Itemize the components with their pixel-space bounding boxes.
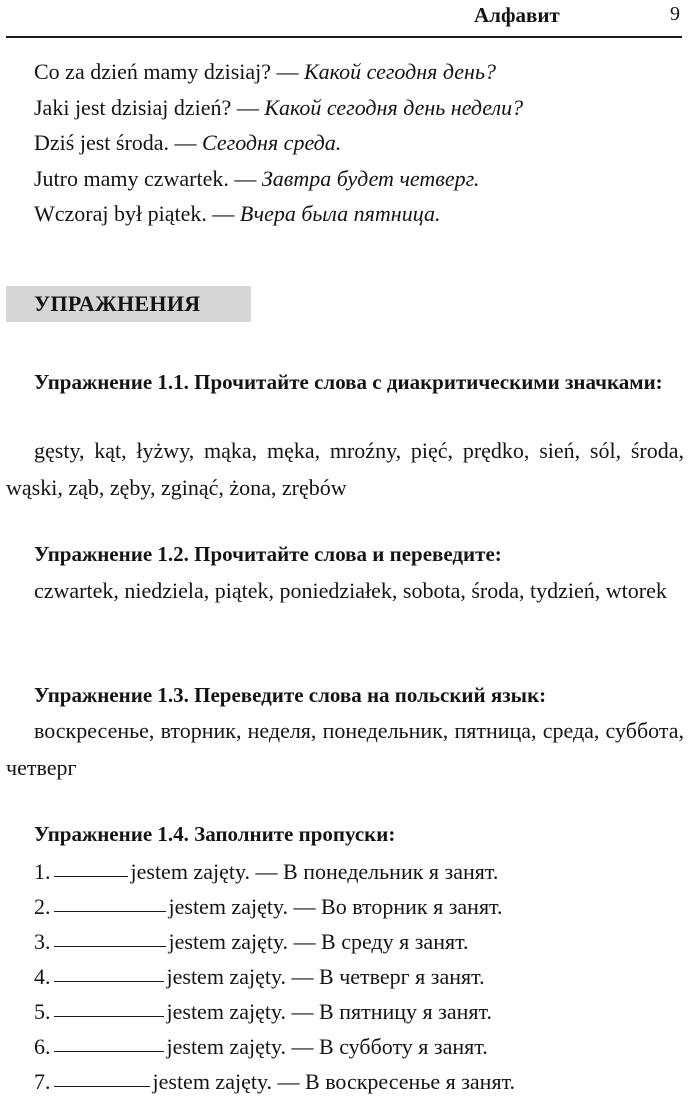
phrase-polish: Jutro mamy czwartek. — <box>34 165 262 191</box>
phrase-russian: Какой сегодня день недели? <box>264 94 524 120</box>
phrase-polish: Co za dzień mamy dzisiaj? — <box>34 59 305 84</box>
phrase-line <box>34 196 682 232</box>
item-text: jestem zajęty. — В пятницу я занят. <box>166 999 492 1024</box>
fill-in-item <box>34 924 682 959</box>
item-number: 5. <box>34 999 51 1024</box>
item-number: 1. <box>34 859 51 884</box>
item-text: jestem zajęty. — В четверг я занят. <box>166 964 485 989</box>
phrase-line <box>34 161 682 197</box>
fill-in-item <box>34 1064 682 1099</box>
item-text: jestem zajęty. — В среду я занят. <box>168 929 469 954</box>
item-text: jestem zajęty. — В субботу я занят. <box>166 1034 488 1059</box>
fill-in-item <box>34 1029 682 1064</box>
answer-blank <box>54 875 128 877</box>
page-number: 9 <box>670 3 680 25</box>
exercise-1-1-title: Упражнение 1.1. Прочитайте слова с диакритическими значками: <box>34 370 663 394</box>
item-number: 2. <box>34 894 51 919</box>
item-text: jestem zajęty. — Во вторник я занят. <box>168 894 503 919</box>
answer-blank <box>54 1085 150 1087</box>
phrase-polish: Dziś jest środa. — <box>34 130 203 155</box>
exercise-1-1-body: gęsty, kąt, łyżwy, mąka, męka, mroźny, pięć, prędko, sień, sól, środa, wąski, ząb, zęby, zginąć, żona, zrębów <box>6 438 684 500</box>
phrase-russian: Сегодня среда. <box>202 130 342 155</box>
item-number: 7. <box>34 1069 51 1094</box>
item-number: 6. <box>34 1034 51 1059</box>
phrase-russian: Вчера была пятница. <box>239 201 441 226</box>
answer-blank <box>54 945 166 947</box>
item-number: 4. <box>34 964 51 989</box>
phrase-list <box>34 54 682 232</box>
phrase-russian: Какой сегодня день? <box>304 59 496 84</box>
running-header <box>6 0 682 38</box>
phrase-russian: Завтра будет четверг. <box>261 165 480 191</box>
item-text: jestem zajęty. — В воскресенье я занят. <box>152 1069 516 1094</box>
phrase-line <box>34 125 682 161</box>
exercises-heading: УПРАЖНЕНИЯ <box>6 286 251 322</box>
exercise-1-2-title: Упражнение 1.2. Прочитайте слова и переведите: <box>34 542 502 566</box>
section-name: Алфавит <box>474 3 560 27</box>
phrase-polish: Jaki jest dzisiaj dzień? — <box>34 94 265 120</box>
fill-in-list <box>34 854 682 1099</box>
phrase-line <box>34 90 682 126</box>
answer-blank <box>54 1050 164 1052</box>
phrase-line <box>34 54 682 90</box>
fill-in-item <box>34 994 682 1029</box>
exercise-1-3-body: воскресенье, вторник, неделя, понедельник, пятница, среда, суббота, четверг <box>6 718 684 780</box>
fill-in-item <box>34 889 682 924</box>
item-number: 3. <box>34 929 51 954</box>
fill-in-item <box>34 959 682 994</box>
answer-blank <box>54 1015 164 1017</box>
answer-blank <box>54 910 166 912</box>
item-text: jestem zajęty. — В понедельник я занят. <box>130 859 499 884</box>
fill-in-item <box>34 854 682 889</box>
answer-blank <box>54 980 164 982</box>
exercise-1-4-title: Упражнение 1.4. Заполните пропуски: <box>34 822 396 846</box>
exercise-1-3-title: Упражнение 1.3. Переведите слова на польский язык: <box>34 683 547 707</box>
exercise-1-2-body: czwartek, niedziela, piątek, poniedziałek, sobota, środa, tydzień, wtorek <box>34 578 667 603</box>
phrase-polish: Wczoraj był piątek. — <box>34 201 240 226</box>
